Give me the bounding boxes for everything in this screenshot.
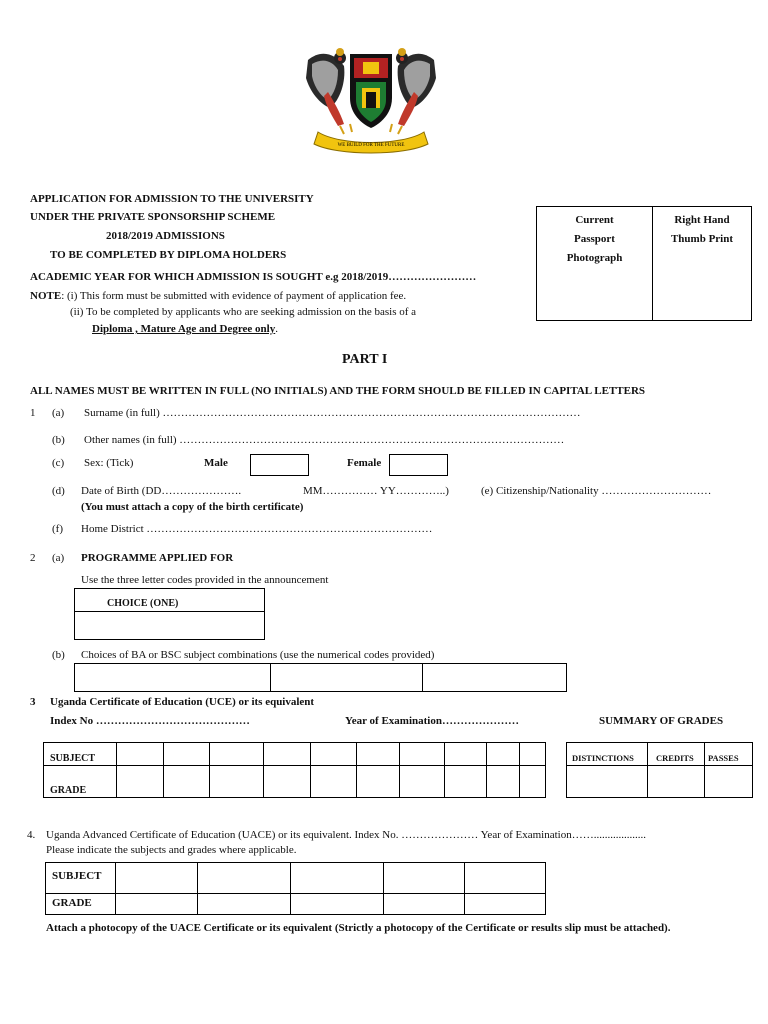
uce-table-row-divider xyxy=(43,765,546,766)
uce-col-line xyxy=(116,742,117,798)
choice-header: CHOICE (ONE) xyxy=(107,598,179,609)
home-district-field[interactable]: Home District …………………………………………………………………… xyxy=(81,523,433,535)
passport-photo-label xyxy=(537,211,652,268)
male-label: Male xyxy=(204,457,228,469)
uace-attach-note: Attach a photocopy of the UACE Certificate or its equivalent (Strictly a photocopy of the Certificate or results slip must be attached). xyxy=(46,922,671,934)
uace-instruction: Please indicate the subjects and grades where applicable. xyxy=(46,844,297,856)
uce-subject-label: SUBJECT xyxy=(50,753,96,764)
uce-col-line xyxy=(310,742,311,798)
section-3-number: 3 xyxy=(30,696,36,708)
thumb-print-label xyxy=(653,211,751,249)
uace-col-line xyxy=(197,862,198,915)
combinations-table xyxy=(74,663,567,692)
uce-col-line xyxy=(444,742,445,798)
date-of-birth-field[interactable]: Date of Birth (DD…………………. xyxy=(81,485,242,497)
note-3-end: . xyxy=(275,323,278,335)
part-title: PART I xyxy=(342,352,388,367)
label-1d: (d) xyxy=(52,485,65,497)
note-3 xyxy=(92,323,278,335)
summary-col-line xyxy=(647,742,648,798)
uce-col-line xyxy=(209,742,210,798)
other-names-field[interactable]: Other names (in full) …………………………………………………………………………………………… xyxy=(84,434,565,446)
surname-field[interactable]: Surname (in full) …………………………………………………………………………………………………… xyxy=(84,407,581,419)
summary-col-passes: PASSES xyxy=(708,753,739,763)
header-line-4: TO BE COMPLETED BY DIPLOMA HOLDERS xyxy=(50,249,287,261)
codes-note: Use the three letter codes provided in the announcement xyxy=(81,574,329,586)
citizenship-field[interactable]: (e) Citizenship/Nationality ………………………… xyxy=(481,485,712,497)
uce-title: Uganda Certificate of Education (UCE) or its equivalent xyxy=(50,696,315,708)
university-crest xyxy=(300,42,442,156)
uace-col-line xyxy=(290,862,291,915)
photo-line-2: Passport xyxy=(574,233,615,245)
uce-table xyxy=(43,742,546,798)
svg-text:WE BUILD FOR THE FUTURE: WE BUILD FOR THE FUTURE xyxy=(337,143,405,148)
uce-col-line xyxy=(163,742,164,798)
female-checkbox[interactable] xyxy=(389,454,448,476)
academic-year-line: ACADEMIC YEAR FOR WHICH ADMISSION IS SOUGHT e.g 2018/2019…………………… xyxy=(30,271,477,283)
section-1-number: 1 xyxy=(30,407,36,419)
sex-label: Sex: (Tick) xyxy=(84,457,134,469)
label-1f: (f) xyxy=(52,523,63,535)
note-2: (ii) To be completed by applicants who are seeking admission on the basis of a xyxy=(70,306,417,318)
summary-col-line xyxy=(704,742,705,798)
thumb-line-2: Thumb Print xyxy=(670,233,734,245)
uce-col-line xyxy=(263,742,264,798)
uce-year-field[interactable]: Year of Examination………………… xyxy=(345,715,519,727)
note-label: NOTE xyxy=(30,290,62,302)
female-label: Female xyxy=(347,457,382,469)
choice-input-cell[interactable] xyxy=(75,612,264,639)
header-line-1: APPLICATION FOR ADMISSION TO THE UNIVERSITY xyxy=(30,193,314,205)
uace-table xyxy=(45,862,546,915)
summary-col-credits: CREDITS xyxy=(656,753,694,763)
programme-title: PROGRAMME APPLIED FOR xyxy=(81,552,234,564)
combinations-divider-1 xyxy=(270,663,271,692)
combinations-label: Choices of BA or BSC subject combinations (use the numerical codes provided) xyxy=(81,649,435,661)
uce-col-line xyxy=(356,742,357,798)
uace-grade-label: GRADE xyxy=(52,897,92,909)
note-3-emphasis: Diploma , Mature Age and Degree only xyxy=(92,323,276,335)
thumb-line-1: Right Hand xyxy=(674,214,730,226)
birth-certificate-note: (You must attach a copy of the birth certificate) xyxy=(81,501,304,513)
label-2a: (a) xyxy=(52,552,65,564)
label-1b: (b) xyxy=(52,434,65,446)
label-1c: (c) xyxy=(52,457,65,469)
uce-grade-label: GRADE xyxy=(50,785,87,796)
header-line-3: 2018/2019 ADMISSIONS xyxy=(106,230,225,242)
uace-subject-label: SUBJECT xyxy=(52,870,102,882)
uce-col-line xyxy=(519,742,520,798)
photo-line-1: Current xyxy=(575,214,614,226)
male-checkbox[interactable] xyxy=(250,454,309,476)
summary-col-distinctions: DISTINCTIONS xyxy=(572,753,634,763)
section-4-number: 4. xyxy=(27,829,36,841)
uace-line[interactable]: Uganda Advanced Certificate of Education (UACE) or its equivalent. Index No. ………………… Year of Examination……................... xyxy=(46,829,646,841)
uace-col-line xyxy=(383,862,384,915)
label-1a: (a) xyxy=(52,407,65,419)
uce-col-line xyxy=(399,742,400,798)
uace-col-line xyxy=(464,862,465,915)
header-line-2: UNDER THE PRIVATE SPONSORSHIP SCHEME xyxy=(30,211,276,223)
photo-line-3: Photograph xyxy=(566,252,623,264)
summary-of-grades-title: SUMMARY OF GRADES xyxy=(599,715,724,727)
summary-table-row-divider xyxy=(566,765,753,766)
summary-table xyxy=(566,742,753,798)
combinations-divider-2 xyxy=(422,663,423,692)
uce-col-line xyxy=(486,742,487,798)
instruction: ALL NAMES MUST BE WRITTEN IN FULL (NO INITIALS) AND THE FORM SHOULD BE FILLED IN CAPITAL LETTERS xyxy=(30,385,646,397)
note-1-text: : (i) This form must be submitted with evidence of payment of application fee. xyxy=(61,290,407,302)
label-2b: (b) xyxy=(52,649,65,661)
uace-col-line xyxy=(115,862,116,915)
section-2-number: 2 xyxy=(30,552,36,564)
uace-table-row-divider xyxy=(45,893,546,894)
dob-month-year-field[interactable]: MM…………… YY…………..) xyxy=(303,485,449,497)
uce-index-field[interactable]: Index No …………………………………… xyxy=(50,715,250,727)
note-1 xyxy=(30,290,406,302)
